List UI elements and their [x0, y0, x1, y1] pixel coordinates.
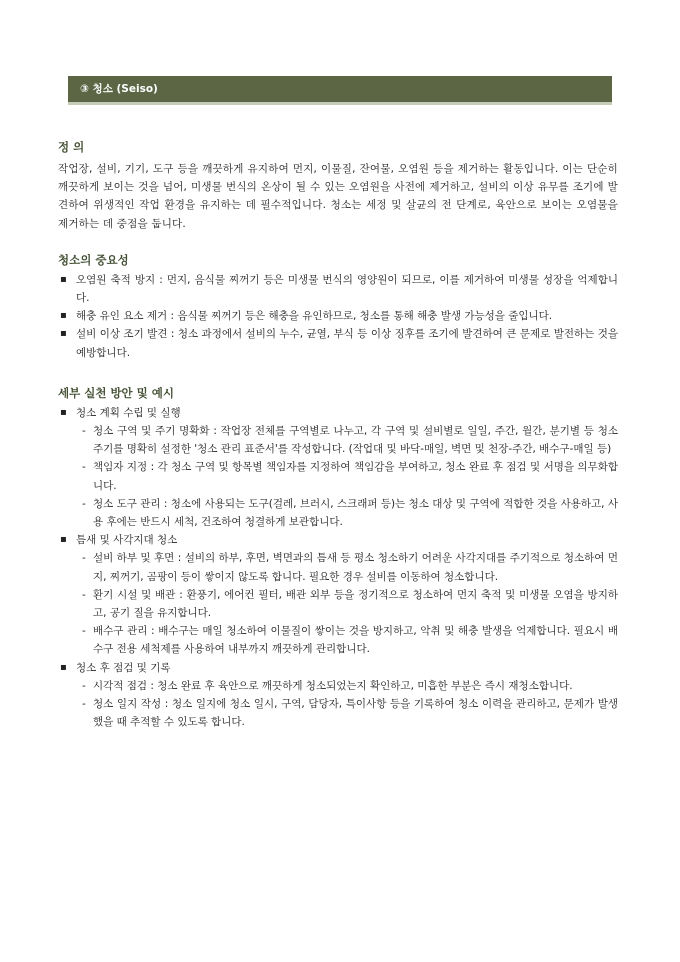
list-item: - 청소 도구 관리 : 청소에 사용되는 도구(걸레, 브러시, 스크래퍼 등)는 청소 대상 및 구역에 적합한 것을 사용하고, 사용 후에는 반드시 세척, 건조하여 청결하게 보관합니다.	[58, 495, 618, 531]
list-item: - 책임자 지정 : 각 청소 구역 및 항목별 책임자를 지정하여 책임감을 부여하고, 청소 완료 후 점검 및 서명을 의무화합니다.	[58, 458, 618, 494]
group-title: 청소 후 점검 및 기록	[76, 661, 171, 674]
group-title: 틈새 및 사각지대 청소	[76, 534, 178, 547]
list-item: - 배수구 관리 : 배수구는 매일 청소하여 이물질이 쌓이는 것을 방지하고, 악취 및 해충 발생을 억제합니다. 필요시 배수구 전용 세척제를 사용하여 내부까지 깨끗하게 관리합니다.	[58, 622, 618, 658]
sub-list	[76, 549, 618, 658]
practice-group	[58, 659, 618, 732]
list-item: - 설비 하부 및 후면 : 설비의 하부, 후면, 벽면과의 틈새 등 평소 청소하기 어려운 사각지대를 주기적으로 청소하여 먼지, 찌꺼기, 곰팡이 등이 쌓이지 않도록 합니다. 필요한 경우 설비를 이동하여 청소합니다.	[58, 549, 618, 585]
definition-text: 작업장, 설비, 기기, 도구 등을 깨끗하게 유지하여 먼지, 이물질, 잔여물, 오염원 등을 제거하는 활동입니다. 이는 단순히 깨끗하게 보이는 것을 넘어, 미생물 번식의 온상이 될 수 있는 오염원을 사전에 제거하고, 설비의 이상 유무를 조기에 발견하여 위생적인 작업 환경을 유지하는 데 필수적입니다. 청소는 세정 및 살균의 전 단계로, 육안으로 보이는 오염물을 제거하는 데 중점을 둡니다.	[58, 163, 618, 230]
list-item: ▪ 설비 이상 조기 발견 : 청소 과정에서 설비의 누수, 균열, 부식 등 이상 징후를 조기에 발견하여 큰 문제로 발전하는 것을 예방합니다.	[58, 325, 618, 361]
section-banner: ③ 청소 (Seiso)	[68, 76, 612, 105]
document-body	[58, 138, 618, 731]
importance-list	[58, 271, 618, 362]
importance-heading: 청소의 중요성	[58, 252, 129, 267]
list-item: - 청소 일지 작성 : 청소 일지에 청소 일시, 구역, 담당자, 특이사항 등을 기록하여 청소 이력을 관리하고, 문제가 발생했을 때 추적할 수 있도록 합니다.	[58, 695, 618, 731]
practice-heading: 세부 실천 방안 및 예시	[58, 385, 174, 400]
sub-list	[76, 677, 618, 732]
practice-group	[58, 404, 618, 531]
list-item: - 청소 구역 및 주기 명확화 : 작업장 전체를 구역별로 나누고, 각 구역 및 설비별로 일일, 주간, 월간, 분기별 등 청소 주기를 명확히 설정한 '청소 관리 표준서'를 작성합니다. (작업대 및 바닥-매일, 벽면 및 천장-주간, 배수구-매일 등)	[58, 422, 618, 458]
list-item: - 시각적 점검 : 청소 완료 후 육안으로 깨끗하게 청소되었는지 확인하고, 미흡한 부분은 즉시 재청소합니다.	[58, 677, 618, 695]
list-item: - 환기 시설 및 배관 : 환풍기, 에어컨 필터, 배관 외부 등을 정기적으로 청소하여 먼지 축적 및 미생물 오염을 방지하고, 공기 질을 유지합니다.	[58, 586, 618, 622]
list-item: ▪ 해충 유인 요소 제거 : 음식물 찌꺼기 등은 해충을 유인하므로, 청소를 통해 해충 발생 가능성을 줄입니다.	[58, 307, 618, 325]
practice-list	[58, 404, 618, 732]
definition-heading: 정 의	[58, 140, 85, 154]
group-title: 청소 계획 수립 및 실행	[76, 406, 181, 419]
list-item: ▪ 오염원 축적 방지 : 먼지, 음식물 찌꺼기 등은 미생물 번식의 영양원이 되므로, 이를 제거하여 미생물 성장을 억제합니다.	[58, 271, 618, 307]
sub-list	[76, 422, 618, 531]
practice-group	[58, 531, 618, 658]
